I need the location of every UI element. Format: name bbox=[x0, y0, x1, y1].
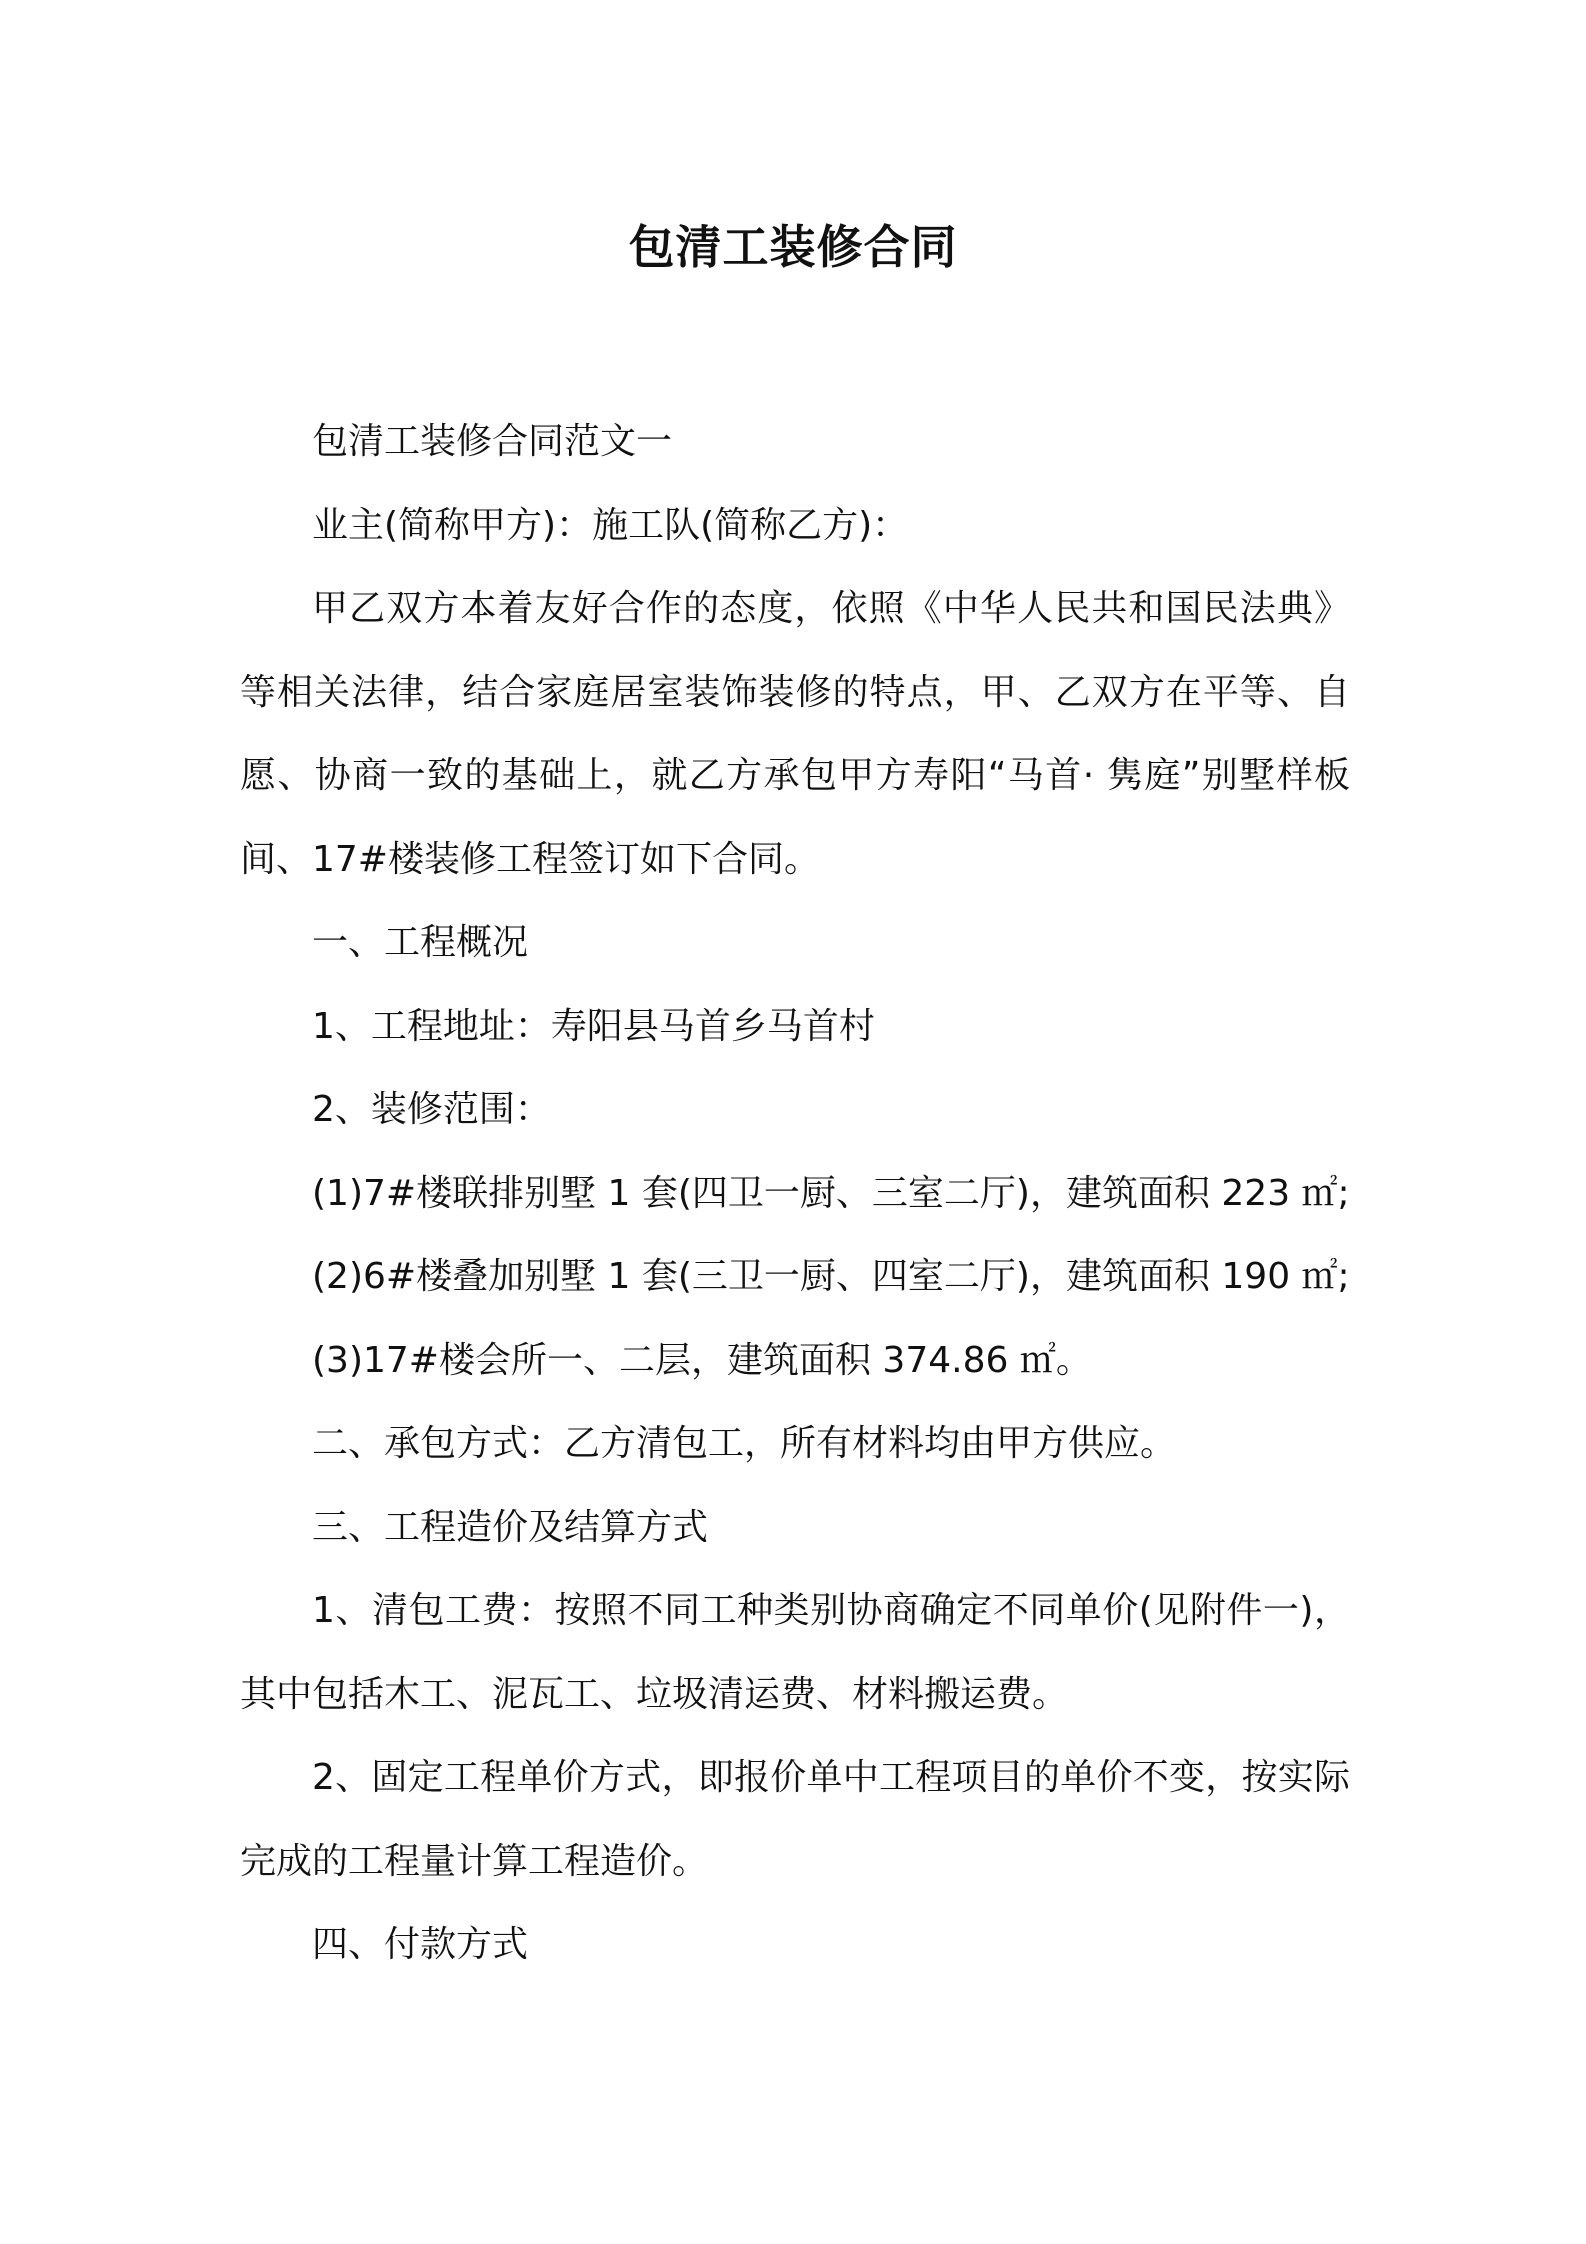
paragraph-sample-heading: 包清工装修合同范文一 bbox=[312, 421, 673, 462]
paragraph-scope-item-2: (2)6#楼叠加别墅 1 套(三卫一厨、四室二厅)，建筑面积 190 ㎡; bbox=[312, 1256, 1350, 1297]
paragraph-labor-fee: 1、清包工费：按照不同工种类别协商确定不同单价(见附件一)，其中包括木工、泥瓦工、垃圾清运费、材料搬运费。 bbox=[240, 1590, 1350, 1715]
section-heading-contract-method: 二、承包方式：乙方清包工，所有材料均由甲方供应。 bbox=[312, 1423, 1177, 1464]
document-title: 包清工装修合同 bbox=[628, 220, 958, 274]
paragraph-scope-heading: 2、装修范围： bbox=[312, 1089, 551, 1130]
paragraph-scope-item-3: (3)17#楼会所一、二层，建筑面积 374.86 ㎡。 bbox=[312, 1339, 1092, 1381]
paragraph-scope-item-1: (1)7#楼联排别墅 1 套(四卫一厨、三室二厅)，建筑面积 223 ㎡; bbox=[312, 1172, 1350, 1214]
section-heading-payment-method: 四、付款方式 bbox=[312, 1924, 529, 1965]
paragraph-fixed-unit-price: 2、固定工程单价方式，即报价单中工程项目的单价不变，按实际完成的工程量计算工程造价。 bbox=[240, 1757, 1350, 1882]
paragraph-preamble: 甲乙双方本着友好合作的态度，依照《中华人民共和国民法典》等相关法律，结合家庭居室装饰装修的特点，甲、乙双方在平等、自愿、协商一致的基础上，就乙方承包甲方寿阳“马首· 隽庭”别墅样板间、17#楼装修工程签订如下合同。 bbox=[240, 588, 1350, 880]
paragraph-project-address: 1、工程地址：寿阳县马首乡马首村 bbox=[312, 1005, 875, 1047]
section-heading-project-overview: 一、工程概况 bbox=[312, 922, 529, 963]
document-body bbox=[240, 400, 1350, 1987]
section-heading-cost-settlement: 三、工程造价及结算方式 bbox=[312, 1506, 709, 1548]
paragraph-parties: 业主(简称甲方)：施工队(简称乙方)： bbox=[312, 504, 909, 546]
